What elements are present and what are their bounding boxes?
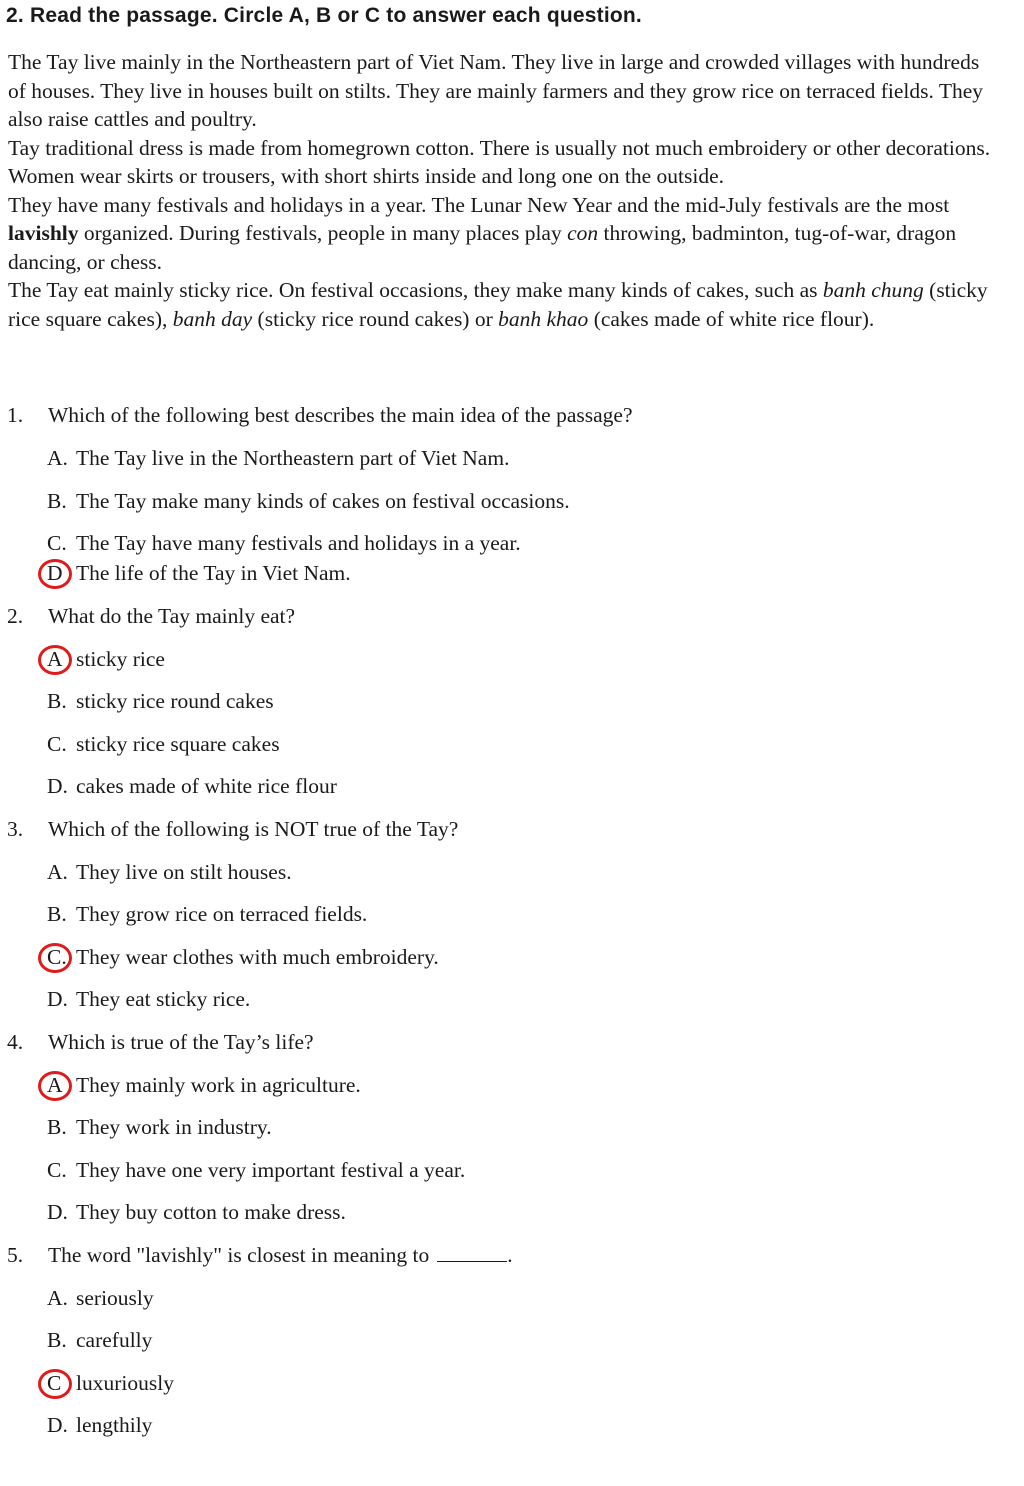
question-2: [0, 601, 1024, 644]
passage-paragraph-3: They have many festivals and holidays in a year. The Lunar New Year and the mid-July festivals are the most lavishly organized. During festivals, people in many places play con throwing, badminton, tug-of-war, dragon dancing, or chess.: [8, 192, 957, 274]
question-number: 4.: [7, 1029, 24, 1054]
question-stem: What do the Tay mainly eat?: [48, 603, 296, 628]
q4-option-a[interactable]: A They mainly work in agriculture.: [0, 1070, 1024, 1113]
q3-option-c[interactable]: C. They wear clothes with much embroidery.: [0, 942, 1024, 985]
reading-passage: [8, 48, 998, 333]
exercise-instruction: 2. Read the passage. Circle A, B or C to answer each question.: [6, 4, 642, 27]
q1-option-d[interactable]: D The life of the Tay in Viet Nam.: [0, 558, 1024, 601]
question-stem: Which of the following best describes the main idea of the passage?: [48, 403, 633, 427]
q3-option-a[interactable]: A. They live on stilt houses.: [47, 859, 292, 884]
q2-option-a[interactable]: A sticky rice: [0, 644, 1024, 687]
question-number: 5.: [7, 1242, 24, 1267]
q2-option-b[interactable]: B. sticky rice round cakes: [47, 689, 274, 713]
q3-option-d[interactable]: D. They eat sticky rice.: [47, 987, 251, 1011]
question-3: [0, 814, 1024, 857]
question-5: [0, 1240, 1024, 1283]
question-stem: Which is true of the Tay’s life?: [48, 1029, 314, 1054]
q5-option-c[interactable]: C luxuriously: [0, 1368, 1024, 1411]
q4-option-c[interactable]: C. They have one very important festival a year.: [47, 1157, 466, 1182]
q5-option-d[interactable]: D. lengthily: [47, 1413, 153, 1437]
q2-option-c[interactable]: C. sticky rice square cakes: [47, 731, 280, 756]
question-stem: Which of the following is NOT true of the Tay?: [48, 816, 459, 841]
q1-option-c[interactable]: C. The Tay have many festivals and holidays in a year.: [47, 531, 521, 555]
question-number: 1.: [7, 403, 24, 427]
q3-option-b[interactable]: B. They grow rice on terraced fields.: [47, 902, 368, 926]
question-4: [0, 1027, 1024, 1070]
answer-blank: [437, 1241, 507, 1262]
passage-paragraph-2: Tay traditional dress is made from homegrown cotton. There is usually not much embroidery or other decorations. Women wear skirts or trousers, with short shirts inside and long one on the outside.: [8, 135, 991, 188]
q5-option-b[interactable]: B. carefully: [47, 1328, 153, 1352]
q5-option-a[interactable]: A. seriously: [47, 1285, 154, 1310]
q1-option-a[interactable]: A. The Tay live in the Northeastern part of Viet Nam.: [47, 446, 510, 470]
keyword-lavishly: lavishly: [8, 221, 79, 245]
q2-option-d[interactable]: D. cakes made of white rice flour: [47, 774, 337, 798]
q1-option-b[interactable]: B. The Tay make many kinds of cakes on festival occasions.: [47, 488, 570, 513]
question-number: 2.: [7, 603, 24, 628]
question-stem: The word "lavishly" is closest in meaning to .: [48, 1242, 513, 1267]
question-number: 3.: [7, 816, 24, 841]
passage-paragraph-1: The Tay live mainly in the Northeastern part of Viet Nam. They live in large and crowded villages with hundreds of houses. They live in houses built on stilts. They are mainly farmers and they grow rice on terraced fields. They also raise cattles and poultry.: [8, 50, 984, 131]
question-1: [0, 400, 1024, 443]
q4-option-d[interactable]: D. They buy cotton to make dress.: [47, 1200, 346, 1224]
question-list: [0, 400, 1024, 1453]
q4-option-b[interactable]: B. They work in industry.: [47, 1115, 272, 1139]
passage-paragraph-4: The Tay eat mainly sticky rice. On festival occasions, they make many kinds of cakes, such as banh chung (sticky rice square cakes), banh day (sticky rice round cakes) or banh khao (cakes made of white rice flour).: [8, 278, 988, 331]
